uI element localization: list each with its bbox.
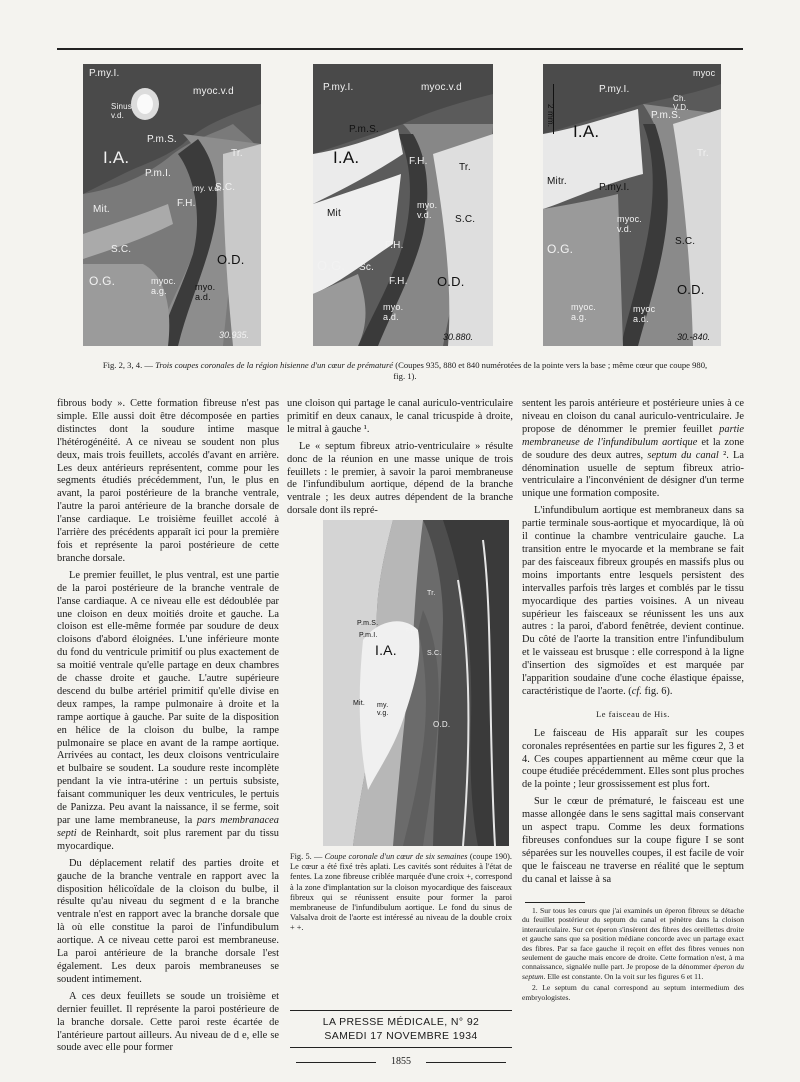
fig3-label-fh-2: F.H. [385,240,404,251]
footnote-2: 2. Le septum du canal correspond au septum intermedium des embryologistes. [522,983,744,1002]
term-pars-membranacea: pars membranacea septi [57,815,279,839]
paragraph-text: fig. 6). [641,685,673,697]
fig3-label-fh-3: F.H. [389,276,408,287]
journal-footer [290,1010,512,1052]
fig2-label-sinus-vd: Sinus v.d. [111,102,133,120]
fig5-label-mit: Mit. [353,700,366,707]
caption-italic: Trois coupes coronales de la région hisienne d'un cœur de prématuré [155,360,394,370]
fig4-label-tr: Tr. [697,148,709,159]
fig3-label-pms: P.m.S. [349,124,379,135]
paragraph-text: ². La dénomination usuelle de septum fibreux atrio-ventriculaire a l'inconvénient de désigner d'un terme unique une formation composite. [522,449,744,500]
fig3-label-ia: I.A. [333,148,360,167]
page-number-rule-left [296,1062,376,1063]
fig2-label-myoc-vd: myoc.v.d [193,86,234,97]
paragraph: Le « septum fibreux atrio-ventriculaire » résulte donc de la réunion en une masse unique de trois feuillets : le premier, à savoir la paroi membraneuse de l'infundibulum aortique, dépend de la branche ventrale ; les deux autres dépendent de la branche dorsale dont ils repré- [287,440,513,517]
fig3-section-number: 30.880. [443,332,474,342]
paragraph-text: L'infundibulum aortique est membraneux dans sa partie terminale sous-aortique et myocardique, là où il continue la chambre ventriculaire gauche. La transition entre le myocarde et la membrane se fait par des faisceaux fibreux groupés en massifs plus ou moins importants entre lesquels persistent des intervalles parfois très larges et comblés par le tissu myocardique des parties voisines. A un niveau supérieur les faisceaux se réunissent les uns aux autres : la paroi, d'abord fenêtrée, devient continue. Du côté de l'aorte la transition entre l'infundibulum et le vaisseau est brusque : elle correspond à la ligne d'insertion des sigmoïdes et est marquée par l'apparition soudaine d'une coche élastique épaisse, caractéristique de l'aorte. ( [522,505,744,697]
fig3-label-myoc-vd: myoc.v.d [421,82,462,93]
fig5-label-my-vg: my. v.g. [377,702,389,717]
fig4-label-ia: I.A. [573,122,600,141]
term-partie-membraneuse: partie membraneuse de l'infundibulum aortique [522,423,744,448]
fig5-label-fh: F.H. [405,628,419,635]
text-column-2 [287,398,513,518]
fig2-label-myoc-ag: myoc. a.g. [151,276,177,296]
footnote-rule [525,902,585,903]
paragraph [522,505,744,699]
fig4-label-mitr: Mitr. [547,176,567,187]
footnotes [522,906,744,1004]
fig4-label-ch-vd: Ch. V.D. [673,94,689,112]
page-number [290,1056,512,1067]
fig2-label-my-vd: my. v.d. [193,184,222,193]
caption-rest: (coupe 190). Le cœur a été fixé très aplati. Les cavités sont réduites à l'état de fentes. La zone fibreuse criblée marquée d'une croix +, correspond à la zone d'implantation sur la cloison myocardique des faisceaux fibreux qui se réunissent ensuite pour former la paroi membraneuse de l'infundibulum aortique. Le fond du sinus de Valsalva droit de l'aorte est intéressé au niveau de la double croix + +. [290,852,512,933]
fig2-label-pms: P.m.S. [147,134,177,145]
issue-date: SAMEDI 17 NOVEMBRE 1934 [324,1030,478,1042]
fig2-label-pmi: P.m.I. [145,168,172,179]
footnote-1 [522,906,744,981]
fig3-label-mit: Mit [327,208,341,219]
fig3-label-tr: Tr. [459,162,471,173]
page-number-text: 1855 [391,1056,411,1067]
paragraph: Le faisceau de His apparaît sur les coupes coronales représentées en partie sur les figures 2, 3 et 4. Ces coupes appartiennent au même cœur que la coupe étudiée précédemment. Elles sont plus proches de la pointe ; leur grossissement est plus fort. [522,727,744,791]
footnote-text: . Elle est constante. On la voit sur les figures 6 et 11. [543,971,704,981]
fig4-label-myoc: myoc [693,68,716,78]
page-number-rule-right [426,1062,506,1063]
fig2-label-od: O.D. [217,252,245,267]
fig2-label-fh: F.H. [177,198,196,209]
term-eperon-du-septum: éperon du septum [522,962,744,981]
paragraph-text: et la zone de soudure des deux autres, [522,436,744,461]
fig4-label-scale: 2 mm. [546,104,555,128]
top-rule [57,48,743,50]
term-septum-du-canal: septum du canal [647,449,719,461]
fig5-label-pmi: P.m.I. [359,632,378,639]
fig3-label-myo-vd: myo. v.d. [417,200,438,220]
fig2-label-pmyi: P.my.I. [89,68,120,79]
cf-abbrev: cf. [631,685,642,697]
fig4-label-pms: P.m.S. [651,110,681,121]
fig3-label-sc-2: Sc. [359,262,375,273]
fig4-label-sc: S.C. [675,236,696,247]
fig2-label-myo-ad: myo. a.d. [195,282,216,302]
fig4-section-number: 30.-840. [677,332,711,342]
paragraph [522,398,744,501]
figure-5-image [323,520,509,846]
journal-name: LA PRESSE MÉDICALE, N° 92 [322,1016,480,1028]
caption-rest: (Coupes 935, 880 et 840 numérotées de la pointe vers la base ; même cœur que coupe 980, fig. 1). [393,360,708,381]
fig4-label-myoc-ad: myoc a.d. [633,304,656,324]
fig4-label-myoc-ag: myoc. a.g. [571,302,597,322]
fig4-label-myoc-vd: myoc. v.d. [617,214,643,234]
figure-5-caption [290,852,512,934]
fig4-label-pmyi-2: P.my.I. [599,182,630,193]
paragraph: Du déplacement relatif des parties droite et gauche de la branche ventrale en rapport avec la disposition hélicoïdale de la cloison du bulbe, il résulte qu'au niveau du segment d e la branche ventrale n'est en rapport avec la branche dorsale que là où elle constitue la paroi de l'infundibulum aortique. A ce niveau cette paroi est membraneuse. La paroi antérieure de la branche dorsale l'est également. Les deux parois membraneuses se soudent intimement. [57,857,279,985]
caption-lead: Fig. 2, 3, 4. — [102,360,156,370]
fig4-label-pmyi: P.my.I. [599,84,630,95]
footer-rule-bottom [290,1047,512,1048]
text-column-1 [57,398,279,1055]
fig5-label-od: O.D. [433,720,451,729]
fig4-label-og: O.G. [547,242,574,256]
fig2-section-number: 30.935. [219,330,250,340]
fig4-label-od: O.D. [677,282,705,297]
paragraph-text: de Reinhardt, soit plus rarement par du tissu myocardique. [57,827,279,852]
caption-lead: Fig. 5. — [290,852,325,861]
fig3-label-fh: F.H. [409,156,428,167]
footnote-text: 1. Sur tous les cœurs que j'ai examinés un éperon fibreux se détache du feuillet postérieur du septum du canal et pénètre dans la cloison interauriculaire. Sur cet éperon s'insèrent des fibres des oreillettes droite et gauche sans que sa position médiane concorde avec un partage exact des fibres. Par sa face gauche il reçoit en effet des fibres venues non seulement de gauche mais encore de droite. Cette formation n'est, à ma connaissance, signalée nulle part. Je propose de la dénommer [522,906,744,972]
fig5-label-ia: I.A. [375,642,397,658]
fig2-label-og: O.G. [89,274,116,288]
fig3-label-pmyi: P.my.I. [323,82,354,93]
fig3-label-od: O.D. [437,274,465,289]
fig5-label-sc: S.C. [427,650,442,657]
figure-4-micrograph [543,64,721,346]
footer-rule [290,1010,512,1011]
fig5-label-tr: Tr. [427,590,436,597]
fig5-label-pms: P.m.S. [357,620,379,627]
caption-italic: Coupe coronale d'un cœur de six semaines [324,852,468,861]
fig2-label-sc-2: S.C. [111,244,132,255]
paragraph [57,570,279,854]
fig2-label-sc: S.C. [215,182,236,193]
fig3-label-sc: S.C. [455,214,476,225]
figure-5-micrograph [323,520,509,846]
fig2-label-mit: Mit. [93,204,110,215]
fig2-label-tr: Tr. [231,148,243,159]
section-heading: Le faisceau de His. [596,709,670,719]
fig3-label-og: O.G. [317,258,346,273]
text-column-3 [522,398,744,887]
paragraph: Sur le cœur de prématuré, le faisceau est une masse allongée dans le sens sagittal mais conservant un aspect trapu. Comme les deux formations fibreuses confondues sur la coupe figure I se sont séparées sur les nouvelles coupes, il est facile de voir que le faisceau ne traverse en réalité que le septum du canal et laisse à sa [522,796,744,885]
paragraph: une cloison qui partage le canal auriculo-ventriculaire primitif en deux canaux, le canal tricuspide à droite, le mitral à gauche ¹. [287,398,513,435]
paragraph-text: sentent les parois antérieure et postérieure unies à ce niveau en cloison du canal auriculo-ventriculaire. Je propose de dénommer le premier feuillet [522,398,744,435]
fig2-label-ia: I.A. [103,148,130,167]
figure-2-micrograph [83,64,261,346]
paragraph: fibrous body ». Cette formation fibreuse n'est pas simple. Elle aussi doit être décomposée en parties distinctes dont la soudure intime masque l'hétérogénéité. A ce niveau se soudent non plus deux, mais trois feuillets, accolés d'avant en arrière. Les deux antérieurs représentent, comme pour les segments étudiés précédemment, l'un, le plus en avant, la paroi postérieure de la branche ventrale, l'autre la paroi antérieure de la branche dorsale de l'anse cardiaque. Le troisième feuillet accolé à l'arrière des précédents apparaît ici pour la première fois et représente la paroi postérieure de cette branche dorsale. [57,398,279,564]
paragraph-text: Le premier feuillet, le plus ventral, est une partie de la paroi postérieure de la branche ventrale de l'anse cardiaque. A ce niveau elle est dédoublée par une cloison en deux moitiés droite et gauche. La cloison est elle-même formée par soudure de deux cloisons d'abord éloignées. L'une inférieure monte du fond du ventricule primitif ou plus exactement de sa moitié ventrale qu'elle partage en deux chambres de chasse droite et gauche. L'autre supérieure descend du bulbe artériel primitif qu'elle divise en deux rampes, la rampe pulmonaire à droite et la rampe aortique à gauche. Par suite de la disposition en hélice de la cloison du bulbe, la rampe pulmonaire se place en avant de la rampe aortique. Arrivées au contact, les deux cloisons ventriculaire et bulbaire se soudent. La soudure reste incomplète pendant la vie intra-utérine : un pertuis subsiste, faisant communiquer les deux ventricules, le pertuis de Panizza. Peu avant la naissance, il se ferme, soit par une lame membraneuse, la [57,569,279,826]
figure-3-micrograph [313,64,493,346]
fig3-label-myo-ad: myo. a.d. [383,302,404,322]
paragraph: A ces deux feuillets se soude un troisième et dernier feuillet. Il représente la paroi postérieure de la branche dorsale. Cette paroi reste écartée de l'antérieure partout ailleurs. Au niveau de d e, elle se soude avec elle pour former [57,990,279,1054]
figures-2-3-4-caption [100,360,710,382]
